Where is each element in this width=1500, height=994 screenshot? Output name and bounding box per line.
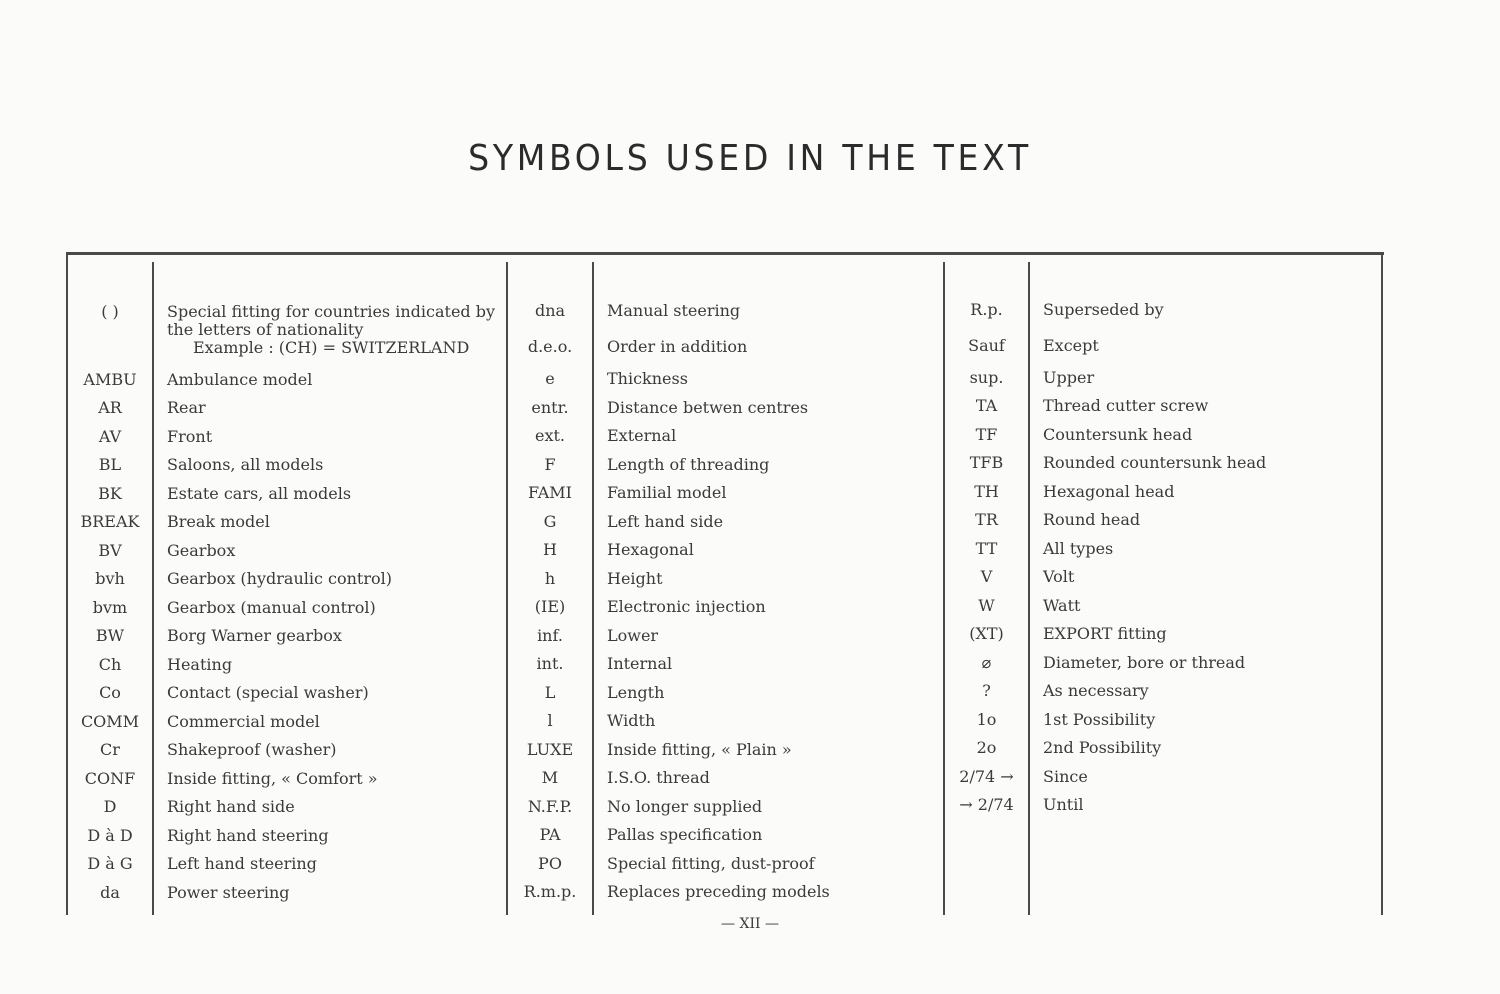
description-cell: Estate cars, all models <box>167 484 352 503</box>
description-cell: Length of threading <box>607 455 770 474</box>
description-cell: Special fitting, dust-proof <box>607 854 815 873</box>
description-cell: Except <box>1043 336 1099 355</box>
symbol-cell: d.e.o. <box>527 337 573 356</box>
description-cell: Countersunk head <box>1043 425 1193 444</box>
symbol-cell: BK <box>98 484 122 503</box>
description-cell: Front <box>167 427 213 446</box>
symbol-cell: R.m.p. <box>523 882 577 901</box>
symbol-cell: l <box>547 711 553 730</box>
symbol-cell: D à G <box>87 854 133 873</box>
symbol-cell: Sauf <box>968 336 1005 355</box>
description-cell: Right hand side <box>167 797 295 816</box>
description-cell: All types <box>1043 539 1114 558</box>
symbol-cell: LUXE <box>526 740 574 759</box>
description-cell: Rear <box>167 398 206 417</box>
description-cell: Left hand steering <box>167 854 317 873</box>
description-cell: Hexagonal head <box>1043 482 1175 501</box>
description-cell: No longer supplied <box>607 797 763 816</box>
description-cell: Internal <box>607 654 673 673</box>
description-cell: Inside fitting, « Plain » <box>607 740 792 759</box>
symbol-cell: FAMI <box>528 483 572 502</box>
symbol-cell: TH <box>974 482 999 501</box>
description-cell: 2nd Possibility <box>1043 738 1162 757</box>
symbol-cell: AMBU <box>83 370 137 389</box>
symbol-cell: h <box>544 569 556 588</box>
column-divider <box>1028 262 1030 915</box>
description-cell: Gearbox (hydraulic control) <box>167 569 392 588</box>
symbol-cell: ⌀ <box>981 653 992 672</box>
description-cell: Replaces preceding models <box>607 882 830 901</box>
symbol-cell: CONF <box>84 769 136 788</box>
description-cell: Until <box>1043 795 1084 814</box>
symbol-cell: int. <box>536 654 564 673</box>
symbol-cell: 2o <box>976 738 997 757</box>
table-border-right <box>1381 255 1383 915</box>
symbol-cell: bvm <box>92 598 128 617</box>
description-cell: As necessary <box>1043 681 1149 700</box>
symbol-cell: Co <box>99 683 121 702</box>
description-cell: 1st Possibility <box>1043 710 1156 729</box>
description-cell: the letters of nationality <box>167 320 364 339</box>
description-cell: I.S.O. thread <box>607 768 710 787</box>
symbol-cell: ? <box>982 681 991 700</box>
description-cell: Left hand side <box>607 512 724 531</box>
description-cell: Width <box>607 711 656 730</box>
symbol-cell: bvh <box>95 569 125 588</box>
table-top-rule <box>66 252 1384 255</box>
symbol-cell: D <box>103 797 117 816</box>
description-cell: Gearbox (manual control) <box>167 598 376 617</box>
description-cell: Rounded countersunk head <box>1043 453 1267 472</box>
symbol-cell: 2/74 → <box>959 767 1014 786</box>
symbol-cell: e <box>545 369 555 388</box>
symbol-cell: 1o <box>976 710 997 729</box>
column-divider <box>152 262 154 915</box>
symbol-cell: BREAK <box>80 512 140 531</box>
description-cell: Hexagonal <box>607 540 694 559</box>
page-number: — XII — <box>721 916 779 932</box>
description-cell: Gearbox <box>167 541 236 560</box>
description-cell: Upper <box>1043 368 1095 387</box>
description-cell: Round head <box>1043 510 1141 529</box>
symbol-cell: TA <box>975 396 998 415</box>
symbol-cell: sup. <box>969 368 1004 387</box>
symbol-cell: H <box>543 540 557 559</box>
symbol-cell: Cr <box>100 740 120 759</box>
description-cell: Volt <box>1043 567 1075 586</box>
symbol-cell: V <box>980 567 993 586</box>
description-cell: External <box>607 426 677 445</box>
description-cell: Electronic injection <box>607 597 766 616</box>
symbol-cell: AR <box>98 398 122 417</box>
symbol-cell: ext. <box>534 426 565 445</box>
symbol-cell: PO <box>538 854 562 873</box>
description-cell: Length <box>607 683 665 702</box>
description-cell: Superseded by <box>1043 300 1164 319</box>
description-cell: Heating <box>167 655 233 674</box>
description-cell: Diameter, bore or thread <box>1043 653 1246 672</box>
description-cell: EXPORT fitting <box>1043 624 1167 643</box>
symbol-cell: entr. <box>531 398 569 417</box>
description-cell: Thread cutter screw <box>1043 396 1209 415</box>
description-cell: Power steering <box>167 883 290 902</box>
symbol-cell: BW <box>95 626 125 645</box>
description-cell: Pallas specification <box>607 825 763 844</box>
description-cell: Inside fitting, « Comfort » <box>167 769 378 788</box>
symbol-cell: TFB <box>969 453 1004 472</box>
description-cell: Borg Warner gearbox <box>167 626 342 645</box>
symbol-cell: M <box>541 768 559 787</box>
symbol-cell: dna <box>534 301 566 320</box>
description-cell: Ambulance model <box>167 370 313 389</box>
description-cell: Commercial model <box>167 712 320 731</box>
description-cell: Example : (CH) = SWITZERLAND <box>193 338 470 357</box>
description-cell: Since <box>1043 767 1088 786</box>
symbol-cell: TT <box>975 539 998 558</box>
description-cell: Shakeproof (washer) <box>167 740 337 759</box>
symbol-cell: → 2/74 <box>959 795 1014 814</box>
description-cell: Thickness <box>607 369 688 388</box>
symbol-cell: W <box>978 596 995 615</box>
symbol-cell: (XT) <box>969 624 1004 643</box>
symbol-cell: TR <box>975 510 998 529</box>
symbol-cell: inf. <box>537 626 563 645</box>
description-cell: Order in addition <box>607 337 748 356</box>
symbol-cell: BV <box>98 541 122 560</box>
page-title: SYMBOLS USED IN THE TEXT <box>468 138 1032 179</box>
description-cell: Familial model <box>607 483 727 502</box>
column-divider <box>592 262 594 915</box>
description-cell: Lower <box>607 626 659 645</box>
symbol-cell: R.p. <box>970 300 1003 319</box>
description-cell: Manual steering <box>607 301 741 320</box>
symbol-cell: N.F.P. <box>527 797 573 816</box>
description-cell: Distance betwen centres <box>607 398 809 417</box>
symbol-cell: (IE) <box>534 597 566 616</box>
description-cell: Saloons, all models <box>167 455 324 474</box>
symbol-cell: Ch <box>98 655 122 674</box>
symbol-cell: L <box>544 683 556 702</box>
symbol-cell: F <box>544 455 556 474</box>
column-divider <box>943 262 945 915</box>
symbol-cell: AV <box>98 427 122 446</box>
description-cell: Right hand steering <box>167 826 329 845</box>
symbol-cell: BL <box>98 455 122 474</box>
symbol-cell: COMM <box>80 712 140 731</box>
symbol-cell: TF <box>975 425 998 444</box>
symbol-cell: D à D <box>87 826 133 845</box>
description-cell: Contact (special washer) <box>167 683 369 702</box>
description-cell: Break model <box>167 512 270 531</box>
symbol-cell: ( ) <box>101 302 119 321</box>
symbol-cell: PA <box>539 825 561 844</box>
symbol-cell: da <box>100 883 120 902</box>
description-cell: Special fitting for countries indicated by <box>167 302 496 321</box>
description-cell: Height <box>607 569 663 588</box>
description-cell: Watt <box>1043 596 1081 615</box>
symbol-cell: G <box>543 512 557 531</box>
